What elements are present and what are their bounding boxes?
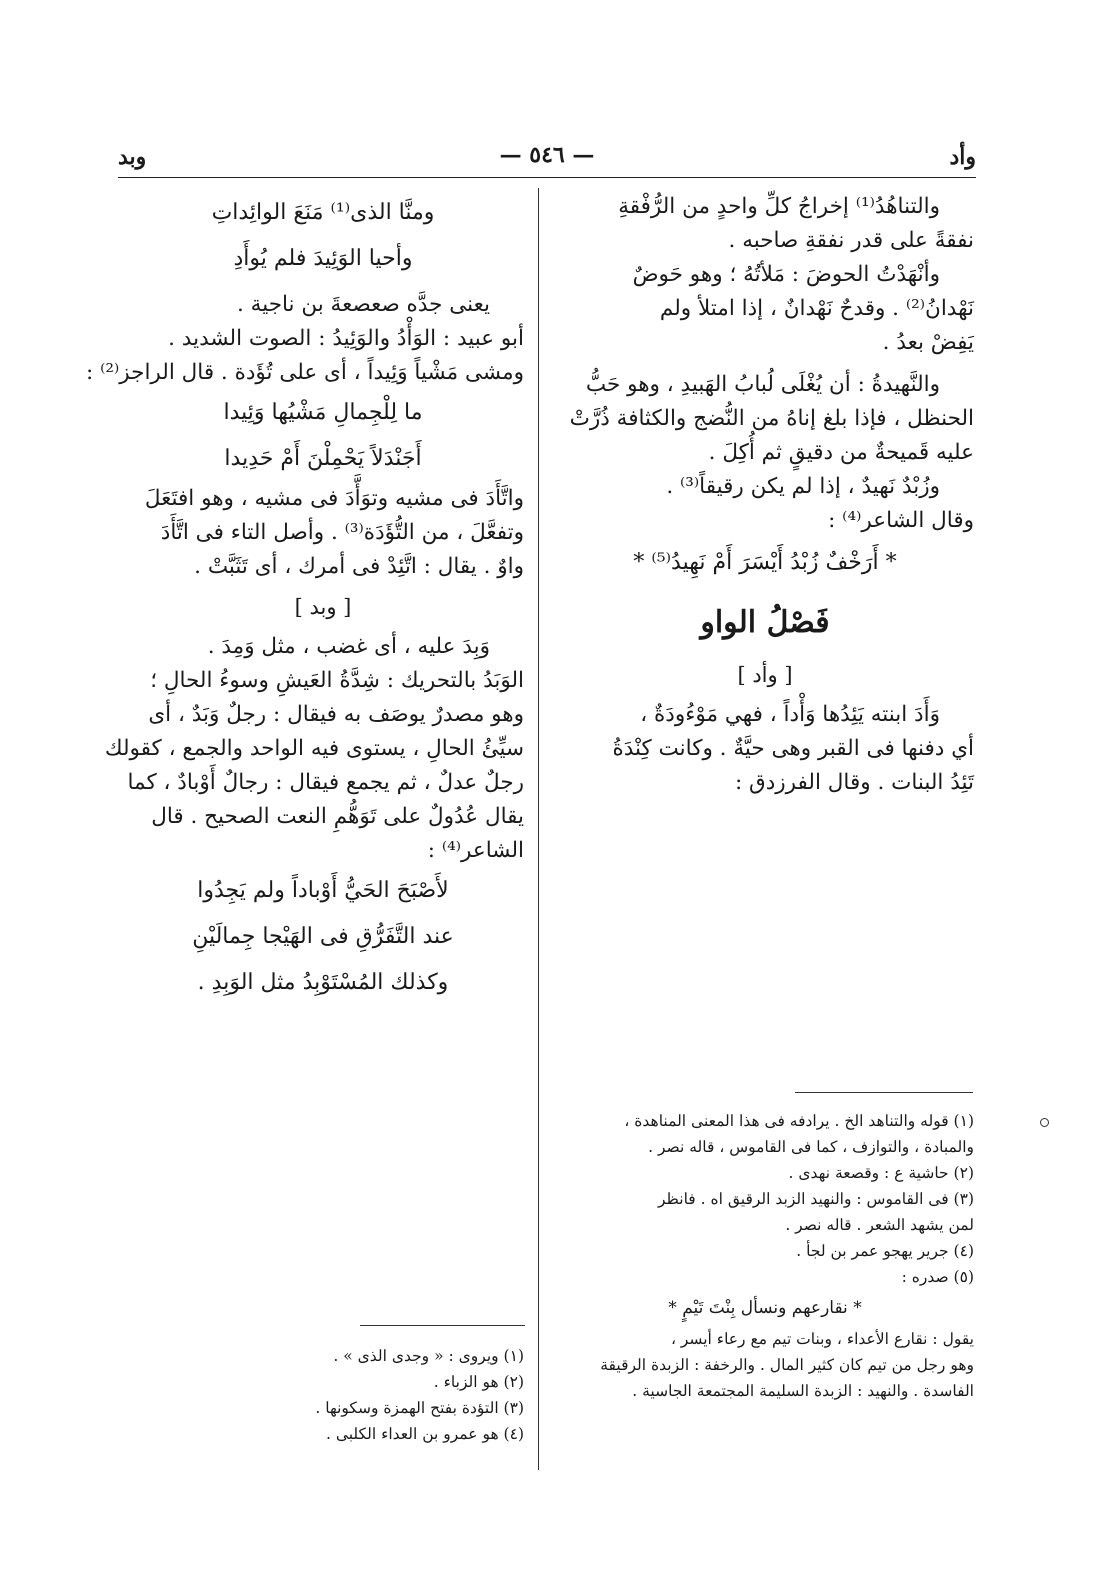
footnote: والمبادة ، والتوازف ، كما فى القاموس ، قاله نصر . (648, 1138, 974, 1156)
text-line: الشاعر⁽⁴⁾ : (427, 838, 524, 863)
footnote: يقول : نقارع الأعداء ، وبنات تيم مع رعاء أيسر ، (670, 1330, 974, 1348)
text-line: أي دفنها فى القبر وهى حيَّةٌ . وكانت كِنْدَةُ (612, 736, 974, 761)
text-line: الحنظل ، فإذا بلغ إناهُ من النُّضج والكثافة ذُرَّتْ (569, 406, 974, 431)
footnote: (٢) هو الزباء . (433, 1373, 524, 1391)
text-line: أبو عبيد : الوَأْدُ والوَئِيدُ : الصوت الشديد . (168, 326, 524, 351)
text-line: وأنْهَدْتُ الحوضَ : مَلأتُهُ ؛ وهو حَوضٌ (632, 262, 940, 287)
section-title: فَصْلُ الواو (700, 605, 830, 640)
footnote: (١) ويروى : « وجدى الذى » . (333, 1347, 524, 1365)
footnote: (٢) حاشية ع : وقصعة نهدى . (788, 1164, 974, 1182)
text-line: وهو مصدرٌ يوصَف به فيقال : رجلٌ وَبَدٌ ، أى (148, 702, 524, 727)
text-line: الوَبَدُ بالتحريك : شِدَّةُ العَيشِ وسوءُ الحالِ ؛ (150, 668, 524, 693)
page-header (118, 138, 976, 178)
verse-line: ومنَّا الذى⁽¹⁾ مَنَعَ الوائِداتِ (211, 200, 435, 225)
footnote: (٤) هو عمرو بن العداء الكلبى . (325, 1425, 524, 1443)
verse-line: عند التَّفَرُّقِ فى الهَيْجا جِمالَيْنِ (192, 924, 454, 949)
root-heading: [ وأد ] (737, 663, 793, 687)
footnote: الفاسدة . والنهيد : الزبدة السليمة المجتمعة الجاسية . (632, 1382, 974, 1400)
footnote: (٣) فى القاموس : والنهيد الزبد الرقيق اه . فانظر (658, 1190, 974, 1208)
text-line: رجلٌ عدلٌ ، ثم يجمع فيقال : رجالٌ أَوْبادٌ ، كما (127, 770, 524, 795)
text-line: وَبِدَ عليه ، أى غضب ، مثل وَمِدَ . (207, 634, 490, 659)
right-column (556, 190, 974, 800)
text-line: يعنى جدَّه صعصعةَ بن ناجية . (237, 292, 490, 317)
root-heading: [ وبد ] (294, 595, 352, 619)
text-line: وتفعَّلَ ، من التُّؤَدَة⁽³⁾ . وأصل التاء فى اتَّأَدَ (160, 520, 524, 545)
text-line: عليه قَميحةٌ من دقيقٍ ثم أُكِلَ . (708, 440, 974, 465)
right-footnotes (556, 1108, 974, 1404)
margin-mark (1040, 1118, 1049, 1127)
text-line: وزُبْدٌ نَهيدٌ ، إذا لم يكن رقيقاً⁽³⁾ . (666, 474, 940, 499)
verse-line: وكذلك المُسْتَوْبِدُ مثل الوَبِدِ . (197, 970, 449, 995)
text-line: واوٌ . يقال : اتَّئِدْ فى أمرك ، أى تَثَبَّتْ . (194, 554, 524, 579)
verse-line: ما لِلْجِمالِ مَشْيُها وَئِيدا (223, 400, 423, 425)
verse-line: لأَصْبَحَ الحَيُّ أَوْباداً ولم يَجِدُوا (197, 878, 449, 903)
footnote-verse: * نقارعهم ونسأل بِنْتَ تَيْمٍ * (668, 1298, 862, 1318)
text-line: يَفِضْ بعدُ . (882, 330, 974, 355)
text-line: نَهْدانُ⁽²⁾ . وقدحٌ نَهْدانٌ ، إذا امتلأ ولم (659, 296, 974, 321)
footnote: (٣) التؤدة بفتح الهمزة وسكونها . (315, 1399, 524, 1417)
header-root-left: وبد (118, 144, 147, 170)
text-line: تَئِدُ البنات . وقال الفرزدق : (734, 770, 974, 795)
footnote: (١) قوله والتناهد الخ . يرادفه فى هذا المعنى المناهدة ، (624, 1112, 974, 1130)
text-line: سيِّئُ الحالِ ، يستوى فيه الواحد والجمع ، كقولك (104, 736, 524, 761)
verse-line: وأحيا الوَئِيدَ فلم يُوأَدِ (233, 246, 413, 271)
header-root-right: وأد (949, 144, 976, 170)
text-line: يقال عُدُولٌ على تَوَهُّمِ النعت الصحيح . قال (151, 804, 524, 829)
footnote: وهو رجل من تيم كان كثير المال . والرخفة : الزبدة الرقيقة (600, 1356, 974, 1374)
left-footnotes (122, 1343, 524, 1447)
footnote: (٤) جرير يهجو عمر بن لجأ . (796, 1242, 974, 1260)
text-line: وَأَدَ ابنته يَئِدُها وَأْداً ، فهي مَوْءُودَةٌ ، (640, 702, 940, 727)
text-line: والنَّهيدةُ : أن يُغْلَى لُبابُ الهَبيدِ ، وهو حَبُّ (585, 372, 940, 397)
footnote: لمن يشهد الشعر . قاله نصر . (785, 1216, 974, 1234)
text-line: ومشى مَشْياً وَئِيداً ، أى على تُؤَدة . قال الراجز⁽²⁾ : (86, 360, 524, 385)
footnote-rule (360, 1325, 525, 1326)
column-divider (538, 188, 539, 1470)
verse-line: أَجَنْدَلاً يَحْمِلْنَ أَمْ حَدِيدا (224, 446, 422, 471)
text-line: واتَّأَدَ فى مشيه وتوَأَّدَ فى مشيه ، وهو افتَعَلَ (144, 486, 524, 511)
verse-line: * أَرَخْفٌ زُبْدُ أَيْسَرَ أَمْ نَهِيدُ⁽⁵⁾ * (633, 550, 897, 575)
text-line: نفقةً على قدر نفقةِ صاحبه . (728, 228, 974, 253)
footnote-rule (795, 1092, 973, 1093)
footnote: (٥) صدره : (901, 1268, 974, 1286)
text-line: والتناهُدُ⁽¹⁾ إخراجُ كلِّ واحدٍ من الرُّفْقةِ (618, 194, 940, 219)
header-rule (118, 177, 976, 178)
text-line: وقال الشاعر⁽⁴⁾ : (828, 508, 974, 533)
left-column (86, 190, 524, 1006)
page-number: — ٥٤٦ — (499, 142, 595, 168)
